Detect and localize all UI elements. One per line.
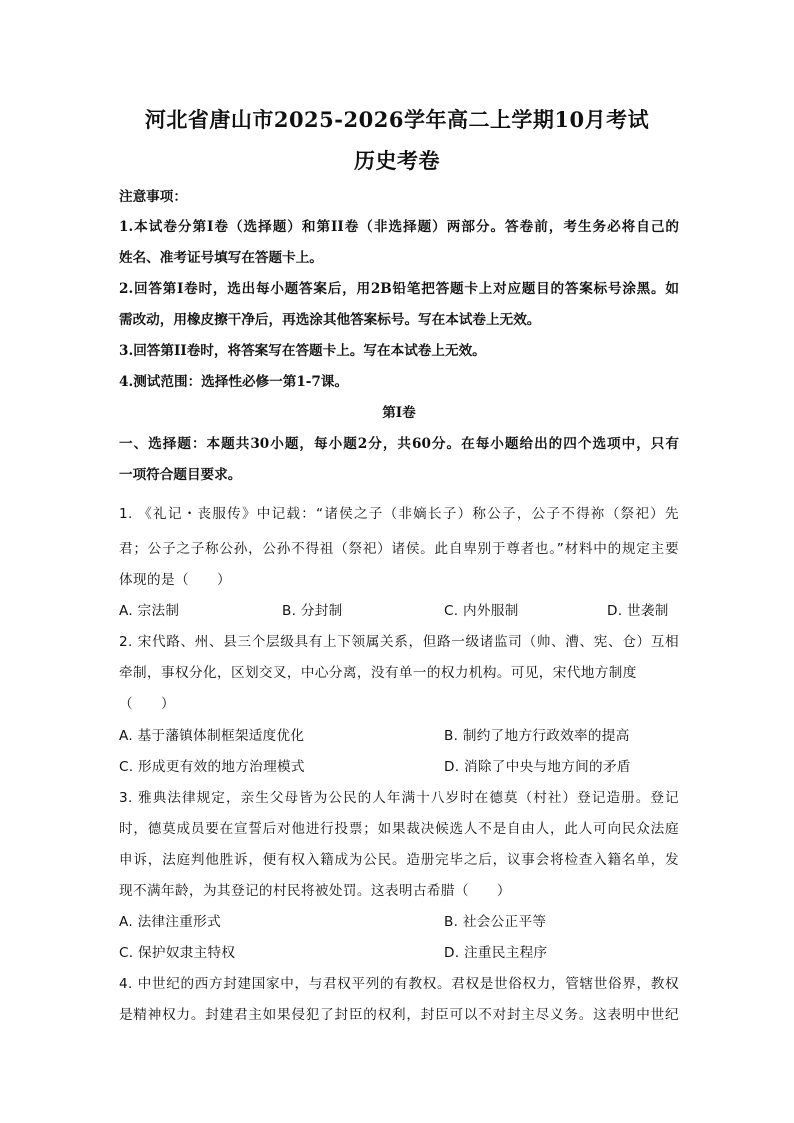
question-3-line-2: 时，德莫成员要在宣誓后对他进行投票；如果裁决候选人不是自由人，此人可向民众法庭 (119, 821, 679, 837)
question-4-line-1: 4. 中世纪的西方封建国家中，与君权平列的有教权。君权是世俗权力，管辖世俗界，教权 (119, 976, 679, 992)
question-3-line-4: 现不满年龄，为其登记的村民将被处罚。这表明古希腊（ ） (119, 883, 511, 899)
question-1-line-2: 君；公子之子称公孙，公孙不得祖（祭祀）诸侯。此自卑别于尊者也。”材料中的规定主要 (119, 541, 679, 557)
question-2-option-b: B. 制约了地方行政效率的提高 (444, 728, 630, 744)
question-3-option-c: C. 保护奴隶主特权 (119, 945, 236, 961)
question-4-line-2: 是精神权力。封建君主如果侵犯了封臣的权利，封臣可以不对封主尽义务。这表明中世纪 (119, 1007, 679, 1023)
question-3-option-b: B. 社会公正平等 (444, 914, 547, 930)
question-1-option-b: B. 分封制 (282, 603, 343, 619)
question-1-option-c: C. 内外服制 (444, 603, 519, 619)
volume-label: 第I卷 (382, 405, 416, 421)
part-instructions-line-1: 一、选择题：本题共30小题，每小题2分，共60分。在每小题给出的四个选项中，只有 (119, 436, 679, 452)
question-3-line-3: 申诉，法庭判他胜诉，便有权入籍成为公民。造册完毕之后，议事会将检查入籍名单，发 (119, 852, 679, 868)
note-1-line-2: 姓名、准考证号填写在答题卡上。 (119, 250, 323, 266)
part-instructions-line-2: 一项符合题目要求。 (119, 467, 242, 483)
question-1-line-1: 1. 《礼记・丧服传》中记载：“诸侯之子（非嫡长子）称公子，公子不得祢（祭祀）先 (119, 506, 679, 522)
question-1-option-d: D. 世袭制 (607, 603, 669, 619)
question-1-option-a: A. 宗法制 (119, 603, 180, 619)
question-2-option-c: C. 形成更有效的地方治理模式 (119, 759, 305, 775)
question-3-option-a: A. 法律注重形式 (119, 914, 221, 930)
note-3: 3.回答第II卷时，将答案写在答题卡上。写在本试卷上无效。 (119, 343, 486, 359)
exam-subject-title: 历史考卷 (354, 148, 440, 173)
question-2-line-1: 2. 宋代路、州、县三个层级具有上下领属关系，但路一级诸监司（帅、漕、宪、仓）互相 (119, 634, 679, 650)
question-3-option-d: D. 注重民主程序 (444, 945, 548, 961)
question-2-line-2: 牵制，事权分化，区划交叉，中心分离，没有单一的权力机构。可见，宋代地方制度 (119, 665, 637, 681)
exam-title: 河北省唐山市2025-2026学年高二上学期10月考试 (144, 107, 650, 132)
note-1-line-1: 1.本试卷分第I卷（选择题）和第II卷（非选择题）两部分。答卷前，考生务必将自己的 (119, 219, 679, 235)
question-2-option-d: D. 消除了中央与地方间的矛盾 (444, 759, 631, 775)
question-2-option-a: A. 基于藩镇体制框架适度优化 (119, 728, 305, 744)
question-2-line-3: （ ） (119, 696, 175, 712)
question-3-line-1: 3. 雅典法律规定，亲生父母皆为公民的人年满十八岁时在德莫（村社）登记造册。登记 (119, 790, 679, 806)
note-2-line-2: 需改动，用橡皮擦干净后，再选涂其他答案标号。写在本试卷上无效。 (119, 312, 541, 328)
note-2-line-1: 2.回答第I卷时，选出每小题答案后，用2B铅笔把答题卡上对应题目的答案标号涂黑。如 (119, 281, 679, 297)
note-4: 4.测试范围：选择性必修一第1-7课。 (119, 374, 349, 390)
question-1-line-3: 体现的是（ ） (119, 572, 231, 588)
notes-heading: 注意事项： (119, 189, 187, 205)
